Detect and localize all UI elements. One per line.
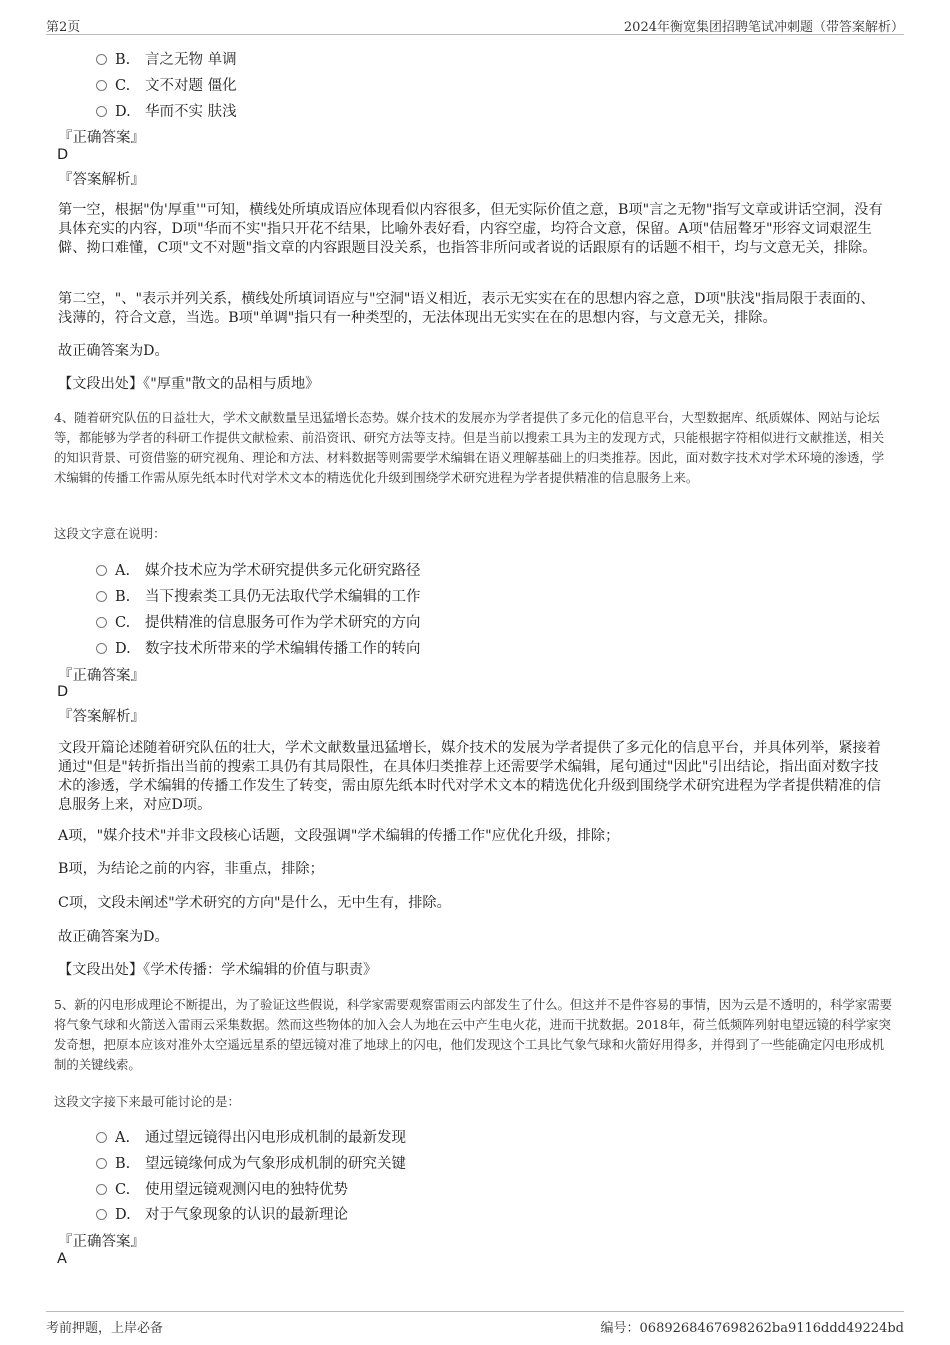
q4-analysis-para-1: 文段开篇论述随着研究队伍的壮大，学术文献数量迅猛增长，媒介技术的发展为学者提供了多元化的信息平台，并具体列举，紧接着通过"但是"转折指出当前的搜索工具仍有其局限性，在具体归类推荐上还需要学术编辑，尾句通过"因此"引出结论，指出面对数字技术的渗透，学术编辑的传播工作发生了转变，需由原先纸本时代对学术文本的精选优化升级到围绕学术研究进程为学者提供精准的信息服务上来，对应D项。 [58, 740, 881, 813]
footer-slogan: 考前押题，上岸必备 [46, 1321, 164, 1336]
radio-icon[interactable] [96, 80, 107, 91]
q5-stem: 5、新的闪电形成理论不断提出，为了验证这些假说，科学家需要观察雷雨云内部发生了什么。但这并不是件容易的事情，因为云是不透明的，科学家需要将气象气球和火箭送入雷雨云采集数据。然而这些物体的加入会人为地在云中产生电火花，进而干扰数据。2018年，荷兰低频阵列射电望远镜的科学家突发奇想，把原本应该对准外太空遥远星系的望远镜对准了地球上的闪电，他们发现这个工具比气象气球和火箭好用得多，并得到了一些能确定闪电形成机制的关键线索。 [54, 997, 893, 1072]
q3-conclusion: 故正确答案为D。 [58, 343, 169, 359]
q4-conclusion: 故正确答案为D。 [58, 929, 169, 945]
page-header [46, 14, 904, 35]
q3-answer: D [57, 147, 69, 163]
document-title: 2024年衡宽集团招聘笔试冲刺题（带答案解析） [623, 20, 904, 35]
q4-answer: D [57, 684, 69, 700]
radio-icon[interactable] [96, 54, 107, 65]
q3-option-d[interactable]: D. 华而不实 肤浅 [96, 100, 237, 121]
q3-analysis-para-2: 第二空，"、"表示并列关系，横线处所填词语应与"空洞"语义相近，表示无实实在在的思想内容之意，D项"肤浅"指局限于表面的、浅薄的，符合文意，当选。B项"单调"指只有一种类型的，无法体现出无实实在在的思想内容，与文意无关，排除。 [58, 291, 875, 326]
q4-option-a[interactable]: A. 媒介技术应为学术研究提供多元化研究路径 [96, 559, 421, 580]
q4-analysis-label: 『答案解析』 [58, 709, 145, 725]
radio-icon[interactable] [96, 643, 107, 654]
q4-stem: 4、随着研究队伍的日益壮大，学术文献数量呈迅猛增长态势。媒介技术的发展亦为学者提供了多元化的信息平台，大型数据库、纸质媒体、网站与论坛等，都能够为学者的科研工作提供文献检索、前沿资讯、研究方法等支持。但是当前以搜索工具为主的发现方式，只能根据字符相似进行文献推送，相关的知识背景、可资借鉴的研究视角、理论和方法、材料数据等则需要学术编辑在语义理解基础上的归类推荐。因此，面对数字技术对学术环境的渗透，学术编辑的传播工作需从原先纸本时代对学术文本的精选优化升级到围绕学术研究进程为学者提供精准的信息服务上来。 [54, 410, 885, 485]
q5-prompt: 这段文字接下来最可能讨论的是： [54, 1094, 240, 1109]
radio-icon[interactable] [96, 1132, 107, 1143]
q3-analysis-para-1: 第一空，根据"伪'厚重'"可知，横线处所填成语应体现看似内容很多，但无实际价值之意，B项"言之无物"指写文章或讲话空洞，没有具体充实的内容，D项"华而不实"指只开花不结果，比喻外表好看，内容空虚，均符合文意，保留。A项"佶屈聱牙"形容文词艰涩生僻、拗口难懂，C项"文不对题"指文章的内容跟题目没关系，也指答非所问或者说的话跟原有的话题不相干，均与文意无关，排除。 [58, 202, 883, 256]
q3-answer-label: 『正确答案』 [58, 130, 145, 146]
q3-option-c[interactable]: C. 文不对题 僵化 [96, 74, 237, 95]
q5-answer-label: 『正确答案』 [58, 1234, 145, 1250]
page-number: 第2页 [46, 20, 81, 35]
q5-option-b[interactable]: B. 望远镜缘何成为气象形成机制的研究关键 [96, 1152, 406, 1173]
radio-icon[interactable] [96, 591, 107, 602]
q4-source: 【文段出处】《学术传播：学术编辑的价值与职责》 [58, 962, 378, 978]
q3-option-b[interactable]: B. 言之无物 单调 [96, 48, 237, 69]
q4-prompt: 这段文字意在说明： [54, 526, 166, 541]
q4-answer-label: 『正确答案』 [58, 668, 145, 684]
page-footer [46, 1311, 904, 1334]
q4-option-d[interactable]: D. 数字技术所带来的学术编辑传播工作的转向 [96, 637, 421, 658]
radio-icon[interactable] [96, 1184, 107, 1195]
q5-option-d[interactable]: D. 对于气象现象的认识的最新理论 [96, 1203, 348, 1224]
radio-icon[interactable] [96, 565, 107, 576]
document-id: 编号：0689268467698262ba9116ddd49224bd [600, 1321, 904, 1336]
radio-icon[interactable] [96, 1158, 107, 1169]
q3-source: 【文段出处】《"厚重"散文的品相与质地》 [58, 376, 320, 392]
radio-icon[interactable] [96, 1209, 107, 1220]
radio-icon[interactable] [96, 106, 107, 117]
q5-option-a[interactable]: A. 通过望远镜得出闪电形成机制的最新发现 [96, 1126, 406, 1147]
q4-option-c[interactable]: C. 提供精准的信息服务可作为学术研究的方向 [96, 611, 421, 632]
q4-option-b[interactable]: B. 当下搜索类工具仍无法取代学术编辑的工作 [96, 585, 421, 606]
radio-icon[interactable] [96, 617, 107, 628]
q4-analysis-para-2: A项，"媒介技术"并非文段核心话题，文段强调"学术编辑的传播工作"应优化升级，排除； [58, 828, 620, 844]
q4-analysis-para-4: C项，文段未阐述"学术研究的方向"是什么，无中生有，排除。 [58, 895, 451, 911]
q5-option-c[interactable]: C. 使用望远镜观测闪电的独特优势 [96, 1178, 348, 1199]
q5-answer: A [57, 1251, 67, 1267]
q3-analysis-label: 『答案解析』 [58, 172, 145, 188]
q4-analysis-para-3: B项，为结论之前的内容，非重点，排除； [58, 861, 324, 877]
